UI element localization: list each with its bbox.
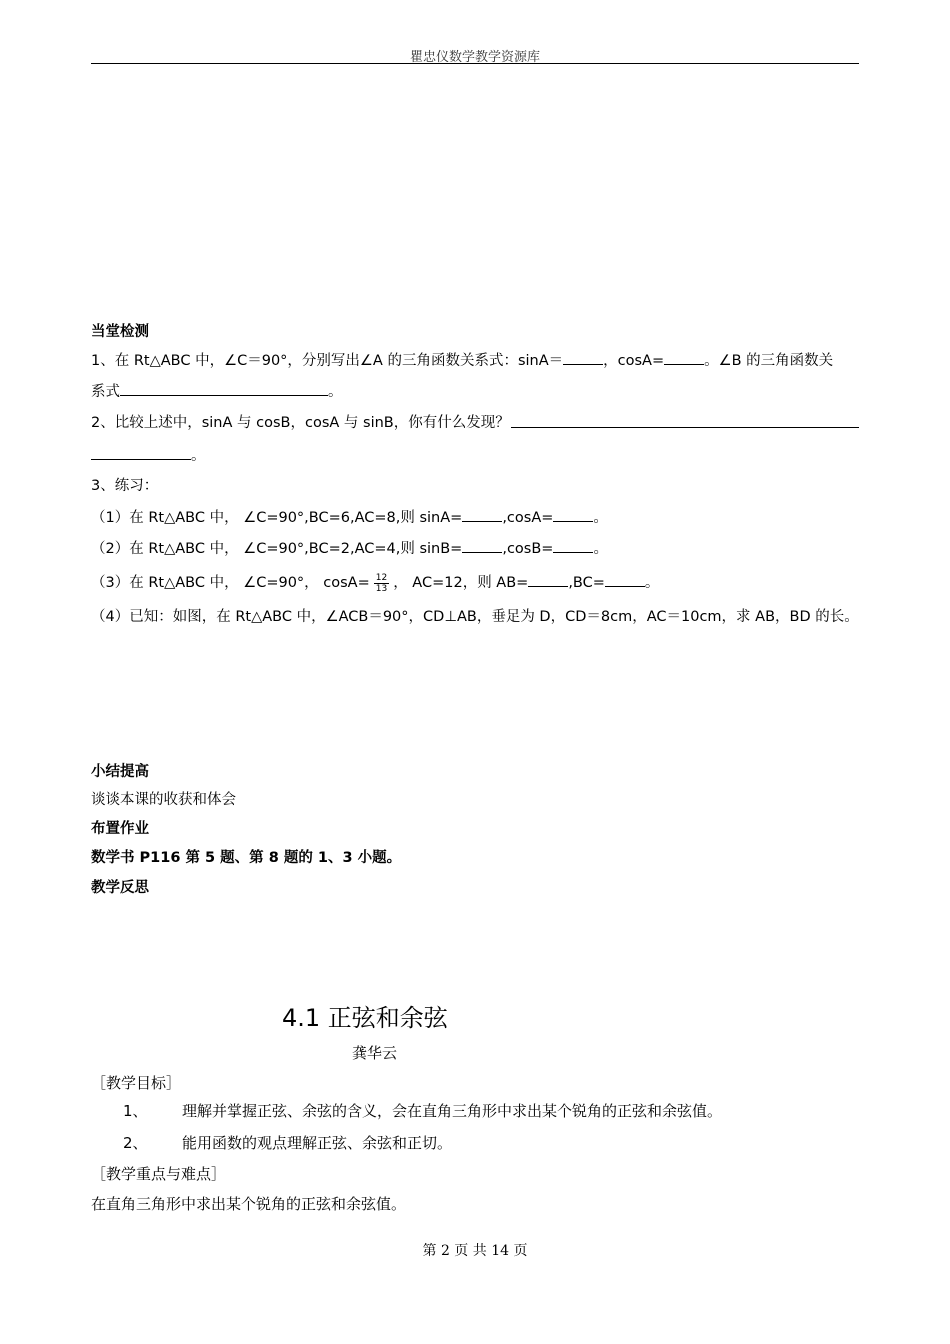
key-points-heading: ［教学重点与难点］ — [91, 1165, 227, 1183]
q1-text-a: 1、在 Rt△ABC 中，∠C＝90°，分别写出∠A 的三角函数关系式：sinA＝ — [91, 353, 564, 369]
exercise-4: （4）已知：如图，在 Rt△ABC 中，∠ACB＝90°，CD⊥AB，垂足为 D，CD＝8cm，AC＝10cm，求 AB，BD 的长。 — [91, 609, 859, 625]
summary-heading: 小结提高 — [91, 764, 149, 780]
blank-ex3-BC — [605, 572, 645, 587]
question-2-line-1 — [91, 413, 510, 433]
ex2-text-a: （2）在 Rt△ABC 中， ∠C=90°,BC=2,AC=4,则 sinB= — [91, 541, 463, 557]
blank-ex1-sinA — [462, 507, 502, 522]
key-points-text: 在直角三角形中求出某个锐角的正弦和余弦值。 — [91, 1195, 407, 1213]
ex3-text-b: ， AC=12，则 AB= — [393, 575, 529, 591]
ex2-text-c: 。 — [593, 541, 608, 557]
ex3-text-c: ,BC= — [568, 575, 605, 591]
blank-ex2-cosB — [553, 538, 593, 553]
lesson-title: 4.1 正弦和余弦 — [282, 1004, 448, 1032]
ex3-text-d: 。 — [644, 575, 660, 591]
homework-text: 数学书 P116 第 5 题、第 8 题的 1、3 小题。 — [91, 850, 402, 866]
blank-sinA — [563, 350, 603, 365]
summary-text: 谈谈本课的收获和体会 — [91, 792, 236, 808]
blank-discovery-2 — [91, 445, 191, 460]
header-rule — [91, 63, 859, 64]
q1-text-d: 系式 — [91, 384, 120, 400]
exercise-2 — [91, 538, 608, 559]
ex2-text-b: ,cosB= — [502, 541, 554, 557]
question-2-line-2 — [91, 445, 206, 466]
blank-angle-b — [120, 381, 328, 396]
exercise-3 — [91, 572, 659, 594]
goal-1-text: 理解并掌握正弦、余弦的含义，会在直角三角形中求出某个锐角的正弦和余弦值。 — [182, 1102, 723, 1120]
goal-1-number: 1、 — [123, 1102, 148, 1120]
q1-text-c: 。∠B 的三角函数关 — [704, 353, 834, 369]
question-1-line-1 — [91, 350, 833, 371]
blank-ex3-AB — [528, 572, 568, 587]
q2-text-a: 2、比较上述中，sinA 与 cosB，cosA 与 sinB，你有什么发现？ — [91, 415, 510, 431]
page-footer: 第 2 页 共 14 页 — [422, 1243, 528, 1259]
fraction-denominator: 13 — [375, 583, 388, 594]
cosA-fraction — [374, 573, 389, 594]
ex3-text-a: （3）在 Rt△ABC 中， ∠C=90°， cosA= — [91, 575, 370, 591]
fraction-numerator: 12 — [375, 572, 388, 583]
q1-text-e: 。 — [328, 384, 343, 400]
homework-heading: 布置作业 — [91, 821, 149, 837]
question-1-line-2 — [91, 381, 343, 402]
lesson-author: 龚华云 — [352, 1044, 398, 1062]
blank-discovery-1 — [511, 413, 859, 428]
goal-2-text: 能用函数的观点理解正弦、余弦和正切。 — [182, 1134, 453, 1152]
blank-ex2-sinB — [462, 538, 502, 553]
q2-text-b: 。 — [191, 448, 206, 464]
goals-heading: ［教学目标］ — [91, 1074, 182, 1092]
question-3-label: 3、练习： — [91, 478, 159, 494]
ex1-text-a: （1）在 Rt△ABC 中， ∠C=90°,BC=6,AC=8,则 sinA= — [91, 510, 463, 526]
ex1-text-c: 。 — [593, 510, 608, 526]
exercise-1 — [91, 507, 608, 528]
blank-ex1-cosA — [553, 507, 593, 522]
page-header: 瞿忠仪数学教学资源库 — [409, 50, 540, 65]
reflection-heading: 教学反思 — [91, 880, 149, 896]
blank-cosA — [664, 350, 704, 365]
goal-2-number: 2、 — [123, 1134, 148, 1152]
ex1-text-b: ,cosA= — [502, 510, 554, 526]
q1-text-b: ，cosA= — [603, 353, 665, 369]
check-heading: 当堂检测 — [91, 324, 149, 340]
